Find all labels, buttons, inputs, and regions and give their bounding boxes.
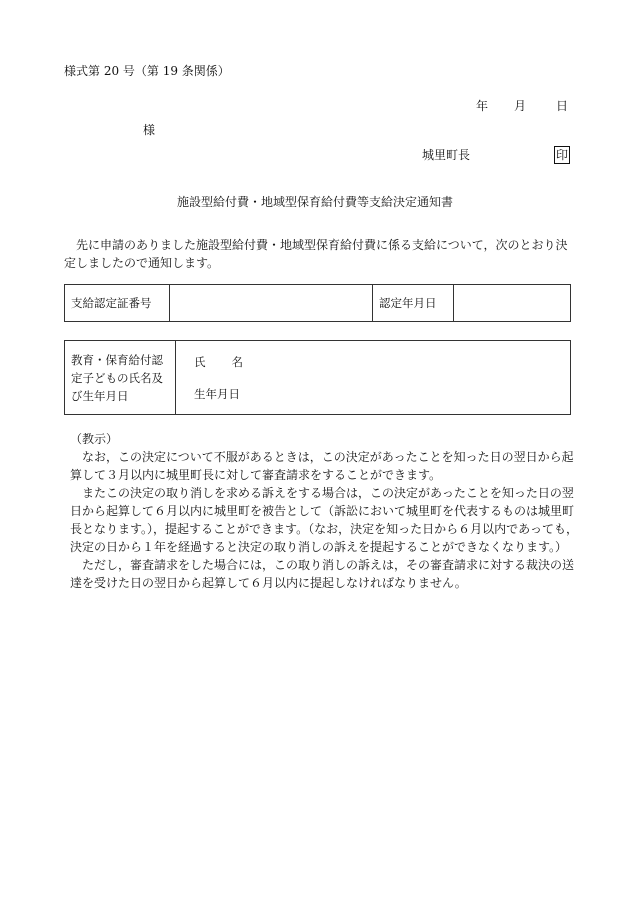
name-row bbox=[194, 353, 564, 371]
child-info-label: 教育・保育給付認定子どもの氏名及び生年月日 bbox=[65, 341, 176, 415]
notice-heading: （教示） bbox=[70, 432, 119, 446]
notice-paragraph-1: なお，この決定について不服があるときは，この決定があったことを知った日の翌日から起算して３月以内に城里町長に対して審査請求をすることができます。 bbox=[70, 450, 574, 482]
issuer-name: 城里町長 bbox=[422, 148, 471, 162]
certificate-table bbox=[64, 284, 571, 322]
cert-number-value bbox=[170, 285, 373, 322]
date-day-label: 日 bbox=[556, 99, 569, 113]
name-label-a: 氏 bbox=[194, 354, 206, 369]
intro-paragraph: 先に申請のありました施設型給付費・地域型保育給付費に係る支給について，次のとおり決定しましたので通知します。 bbox=[64, 238, 568, 270]
addressee-suffix: 様 bbox=[143, 123, 156, 137]
child-info-table bbox=[64, 340, 571, 415]
date-line bbox=[476, 97, 568, 116]
notice-paragraph-3: ただし，審査請求をした場合には，この取り消しの訴えは，その審査請求に対する裁決の送達を受けた日の翌日から起算して６月以内に提起しなければなりません。 bbox=[70, 558, 575, 590]
notice-paragraph-2: またこの決定の取り消しを求める訴えをする場合は，この決定があったことを知った日の翌日から起算して６月以内に城里町を被告として（訴訟において城里町を代表するものは城里町長となります。），提起することができます。（なお，決定を知った日から６月以内であっても，決定の日から１年を経過すると決定の取り消しの訴えを提起することができなくなります。） bbox=[70, 486, 578, 554]
cert-date-label: 認定年月日 bbox=[373, 285, 454, 322]
form-number: 様式第 20 号（第 19 条関係） bbox=[64, 64, 230, 78]
date-month-label: 月 bbox=[514, 99, 527, 113]
cert-number-label: 支給認定証番号 bbox=[65, 285, 170, 322]
birthdate-label: 生年月日 bbox=[194, 386, 240, 401]
name-label-b: 名 bbox=[231, 354, 243, 369]
document-title: 施設型給付費・地域型保育給付費等支給決定通知書 bbox=[176, 195, 453, 209]
notice-section bbox=[64, 430, 584, 592]
seal-mark: 印 bbox=[556, 148, 569, 162]
cert-date-value bbox=[454, 285, 571, 322]
child-info-values bbox=[176, 341, 571, 415]
date-year-label: 年 bbox=[476, 99, 489, 113]
